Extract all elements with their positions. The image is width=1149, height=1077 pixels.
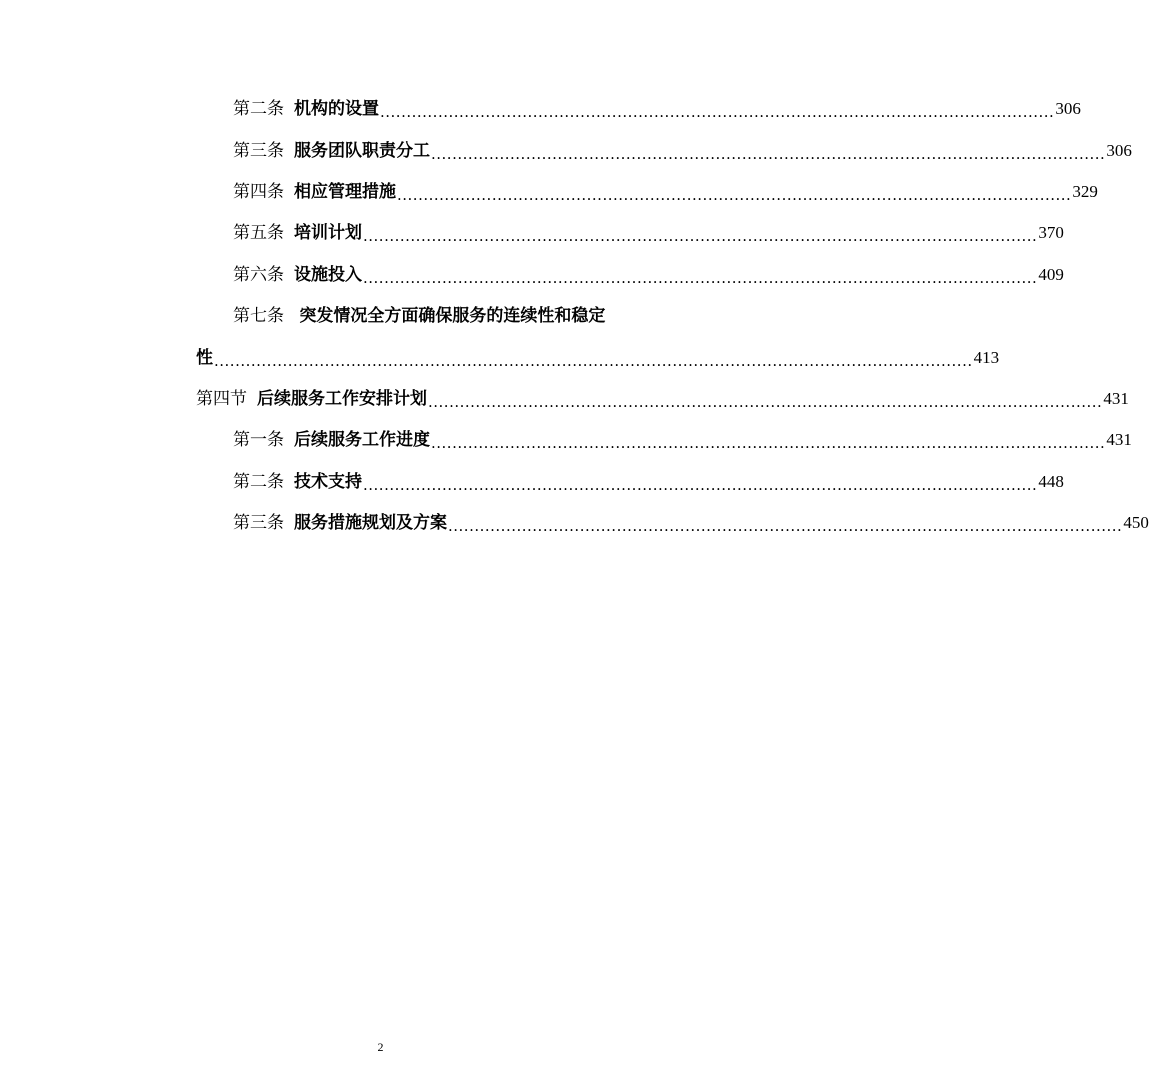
toc-leader-dots: ................................................................................................................................ <box>380 103 1055 121</box>
toc-entry[interactable] <box>233 263 1064 287</box>
toc-entry-wrapped-head[interactable] <box>233 304 640 328</box>
toc-entry-title: 服务措施规划及方案 <box>294 513 447 533</box>
toc-leader-dots: ................................................................................................................................ <box>428 393 1103 411</box>
toc-entry-prefix: 第四节 <box>196 389 247 409</box>
toc-entry-prefix: 第三条 <box>233 513 284 533</box>
toc-entry-prefix: 第二条 <box>233 99 284 119</box>
toc-entry-prefix: 第四条 <box>233 182 284 202</box>
toc-entry-page: 306 <box>1055 99 1081 118</box>
toc-entry-page: 306 <box>1106 141 1132 160</box>
toc-entry-wrapped-tail[interactable] <box>196 346 1000 370</box>
toc-entry-prefix: 第五条 <box>233 223 284 243</box>
toc-leader-dots: ................................................................................................................................ <box>363 269 1038 287</box>
toc-entry[interactable] <box>233 511 1149 535</box>
toc-entry[interactable] <box>233 97 1081 121</box>
toc-entry-page: 431 <box>1106 430 1132 449</box>
toc-entry-page: 431 <box>1103 389 1129 408</box>
toc-entry-page: 450 <box>1123 513 1149 532</box>
toc-entry-title: 后续服务工作进度 <box>294 430 430 450</box>
toc-entry-page: 448 <box>1038 472 1064 491</box>
toc-leader-dots: ................................................................................................................................ <box>363 476 1038 494</box>
toc-entry-page: 413 <box>973 348 1000 367</box>
toc-entry[interactable] <box>233 180 1098 204</box>
toc-entry-title: 设施投入 <box>294 265 362 285</box>
toc-entry-title: 后续服务工作安排计划 <box>257 389 427 409</box>
toc-entry-prefix: 第一条 <box>233 430 284 450</box>
toc-entry-title-continuation: 性 <box>196 348 213 368</box>
toc-entry-page: 370 <box>1038 223 1064 242</box>
toc-leader-dots: ................................................................................................................................ <box>448 517 1123 535</box>
toc-leader-dots: ................................................................................................................................ <box>363 227 1038 245</box>
toc-entry-page: 329 <box>1072 182 1098 201</box>
toc-entry[interactable] <box>233 470 1064 494</box>
toc-entry-prefix: 第七条 <box>233 306 284 326</box>
toc-entry[interactable] <box>233 139 1132 163</box>
toc-leader-dots: ................................................................................................................................ <box>397 186 1072 204</box>
page-number: 2 <box>377 1040 384 1054</box>
toc-section-entry[interactable] <box>196 387 1129 411</box>
toc-entry-page: 409 <box>1038 265 1064 284</box>
toc-entry[interactable] <box>233 428 1132 452</box>
toc-entry-title: 培训计划 <box>294 223 362 243</box>
toc-leader-dots: ................................................................................................................................ <box>431 434 1106 452</box>
toc-entry-title: 技术支持 <box>294 472 362 492</box>
toc-entry-title: 突发情况全方面确保服务的连续性和稳定 <box>299 306 606 326</box>
toc-entry-title: 机构的设置 <box>294 99 379 119</box>
toc-entry-title: 服务团队职责分工 <box>294 141 430 161</box>
toc-leader-dots: ................................................................................................................................ <box>431 145 1106 163</box>
toc-entry-prefix: 第三条 <box>233 141 284 161</box>
toc-leader-dots: ................................................................................................................................................ <box>214 352 973 370</box>
toc-entry-prefix: 第二条 <box>233 472 284 492</box>
toc-entry-title: 相应管理措施 <box>294 182 396 202</box>
toc-entry-prefix: 第六条 <box>233 265 284 285</box>
toc-entry[interactable] <box>233 221 1064 245</box>
